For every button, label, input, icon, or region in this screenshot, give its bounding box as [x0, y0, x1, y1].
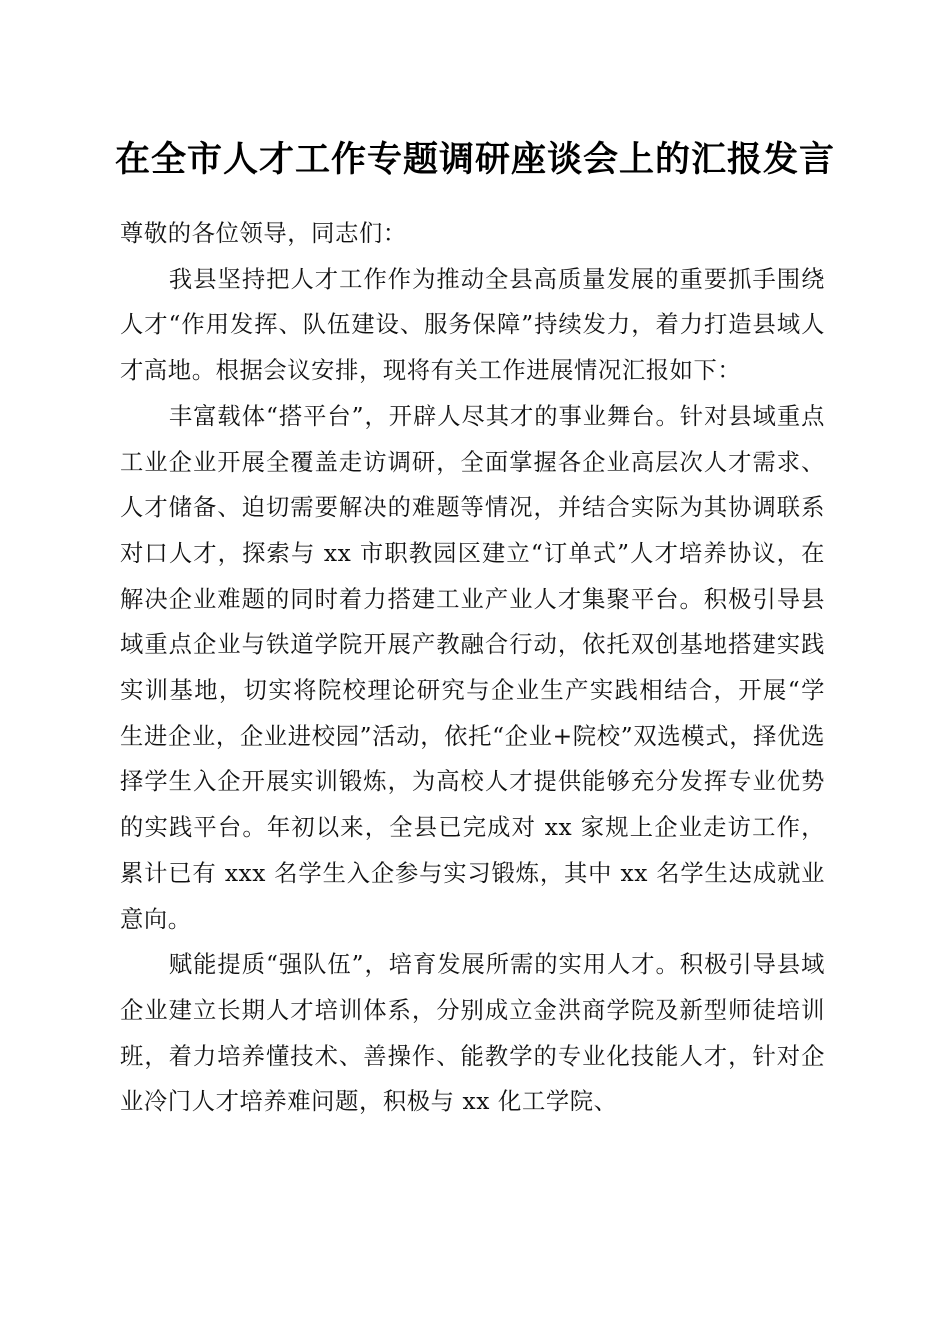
paragraph-platform: 丰富载体“搭平台”，开辟人尽其才的事业舞台。针对县域重点工业企业开展全覆盖走访调研，全面掌握各企业高层次人才需求、人才储备、迫切需要解决的难题等情况，并结合实际为其协调联系对口人才，探索与 xx 市职教园区建立“订单式”人才培养协议，在解决企业难题的同时着力搭建工业产业人才集聚平台。积极引导县域重点企业与铁道学院开展产教融合行动，依托双创基地搭建实践实训基地，切实将院校理论研究与企业生产实践相结合，开展“学生进企业，企业进校园”活动，依托“企业+院校”双选模式，择优选择学生入企开展实训锻炼，为高校人才提供能够充分发挥专业优势的实践平台。年初以来，全县已完成对 xx 家规上企业走访工作，累计已有 xxx 名学生入企参与实习锻炼，其中 xx 名学生达成就业意向。 [120, 402, 825, 933]
salutation: 尊敬的各位领导，同志们： [120, 220, 407, 247]
paragraph-intro: 我县坚持把人才工作作为推动全县高质量发展的重要抓手围绕人才“作用发挥、队伍建设、服务保障”持续发力，着力打造县域人才高地。根据会议安排，现将有关工作进展情况汇报如下： [120, 265, 825, 385]
document-title: 在全市人才工作专题调研座谈会上的汇报发言 [114, 139, 835, 180]
document-body [120, 211, 825, 1125]
paragraph-team: 赋能提质“强队伍”，培育发展所需的实用人才。积极引导县域企业建立长期人才培训体系，分别成立金洪商学院及新型师徒培训班，着力培养懂技术、善操作、能教学的专业化技能人才，针对企业冷门人才培养难问题，积极与 xx 化工学院、 [120, 951, 825, 1116]
